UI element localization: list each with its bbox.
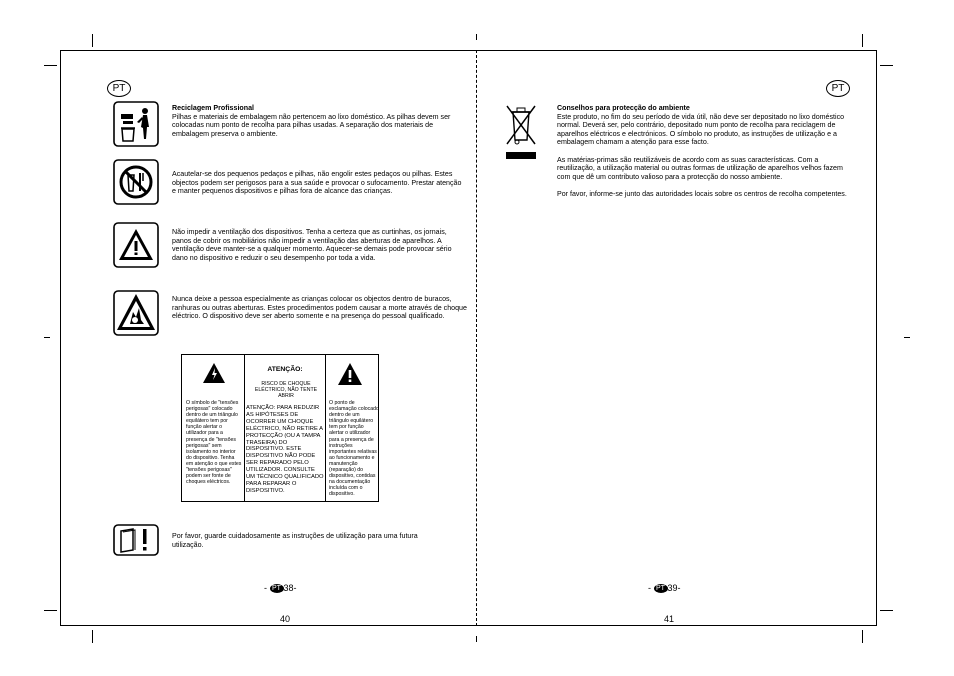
manual-exclamation-icon [113, 524, 159, 561]
explosion-warning-icon [113, 290, 159, 341]
environment-body: Este produto, no fim do seu período de vida útil, não deve ser depositado no lixo doméstico normal. Deverá ser, pelo contrário, depositado num ponto de recolha para reciclagem de aparelhos eléctricos e electrónicos. O símbolo no produto, as instruções de utilização e a embalagem chamam a atenção para esse facto. [557, 112, 845, 147]
lightning-explanation: O símbolo de "tensões perigosas" colocado dentro de um triângulo equilátero tem por função alertar o utilizador para a presença de "tensões perigosas" sem isolamento no interior do dispositivo. Tenha em atenção o que estes "tensões perigosas" podem ser fonte de choques eléctricos. [186, 400, 242, 486]
footer-prefix: - [264, 583, 270, 593]
recycle-bin-icon [113, 101, 159, 152]
weee-crossed-bin-icon [503, 102, 539, 167]
exclamation-triangle-icon [338, 363, 362, 390]
environment-section [557, 104, 852, 199]
footer-prefix: - [648, 583, 654, 593]
recycling-title: Reciclagem Profissional [172, 104, 255, 112]
footer-pt-badge: PT [270, 584, 284, 593]
footer-suffix: 39- [667, 583, 681, 593]
warning-subtitle: RISCO DE CHOQUE ELÉCTRICO, NÃO TENTE ABRIR [254, 381, 318, 400]
environment-body-2: As matérias-primas são reutilizáveis de acordo com as suas características. Com a reutilização, a utilização material ou outras formas de utilização de aparelhos velhos fazem com que dê um contributo valioso para a protecção do nosso ambiente. [557, 155, 843, 181]
table-col-line [244, 355, 245, 501]
warning-body: ATENÇÃO: PARA REDUZIR AS HIPÓTESES DE OCORRER UM CHOQUE ELÉCTRICO, NÃO RETIRE A PROTECÇÃO (OU A TAMPA TRASEIRA) DO DISPOSITIVO. ESTE DISPOSITIVO NÃO PODE SER REPARADO PELO UTILIZADOR. CONSULTE UM TÉCNICO QUALIFICADO PARA REPARAR O DISPOSITIVO. [246, 405, 324, 494]
lightning-triangle-icon [203, 363, 225, 388]
warning-title: ATENÇÃO: [267, 366, 303, 373]
environment-title: Conselhos para protecção do ambiente [557, 104, 690, 112]
page-number-right: 41 [664, 614, 675, 624]
page-number-left: 40 [280, 614, 291, 624]
small-parts-text: Acautelar-se dos pequenos pedaços e pilhas, não engolir estes pedaços ou pilhas. Estes objectos podem ser perigosos para a sua saúde e provocar o sufocamento. Prestar atenção e manter pequenos dispositivos e pilhas fora de alcance das crianças. [172, 170, 462, 196]
recycling-body: Pilhas e materiais de embalagem não pertencem ao lixo doméstico. As pilhas devem ser colocadas num ponto de recolha para pilhas usadas. A separação dos materiais de embalagem preserva o ambiente. [172, 112, 451, 138]
keep-manual-text: Por favor, guarde cuidadosamente as instruções de utilização para uma futura utilização. [172, 532, 418, 549]
footer-pt-badge: PT [654, 584, 668, 593]
language-badge-right: PT [826, 80, 850, 97]
ventilation-text: Não impedir a ventilação dos dispositivos. Tenha a certeza que as curtinhas, os jornais, panos de cobrir os mobiliários não impedir a ventilação das aberturas de aparelhos. A ventilação deve manter-se a qualquer momento. Aquecer-se demais pode provocar sério dano no dispositivo e reduzir o seu desempenho por toda a vida. [172, 228, 452, 262]
recycling-section [172, 104, 467, 138]
footer-page-label-right [648, 583, 681, 593]
openings-text: Nunca deixe a pessoa especialmente as crianças colocar os objectos dentro de buracos, ranhuras ou outras aberturas. Estes procedimentos podem causar a morte através de choque eléctrico. O dispositivo deve ser aberto somente e na presença do pessoal qualificado. [172, 295, 467, 321]
environment-body-3: Por favor, informe-se junto das autoridades locais sobre os centros de recolha competentes. [557, 189, 847, 198]
table-col-line [325, 355, 326, 501]
language-badge-left: PT [107, 80, 131, 97]
footer-page-label-left [264, 583, 297, 593]
exclamation-explanation: O ponto de exclamação colocado dentro de um triângulo equilátero tem por função alertar o utilizador para a presença de instruções importantes relativas ao funcionamento e manutenção (reparação) do dispositivo, contidas na documentação incluída com o dispositivo. [329, 400, 379, 498]
page-divider [476, 50, 477, 626]
warning-triangle-icon [113, 222, 159, 273]
footer-suffix: 38- [283, 583, 297, 593]
warning-table [181, 354, 379, 502]
no-swallow-icon [113, 159, 159, 210]
